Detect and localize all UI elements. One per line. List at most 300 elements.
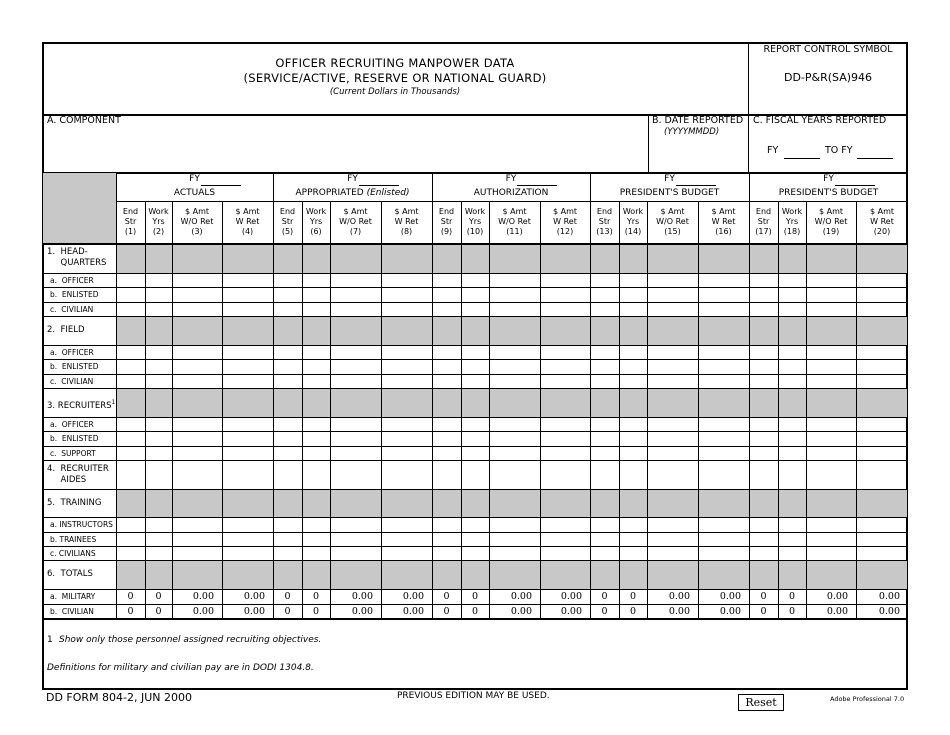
table-cell[interactable] bbox=[806, 546, 856, 560]
table-cell[interactable] bbox=[461, 302, 489, 316]
table-cell[interactable] bbox=[806, 446, 856, 460]
table-cell[interactable] bbox=[172, 517, 222, 532]
date-reported-field[interactable] bbox=[652, 140, 744, 168]
table-cell[interactable] bbox=[461, 374, 489, 388]
table-cell[interactable] bbox=[778, 287, 806, 302]
table-cell[interactable] bbox=[172, 345, 222, 359]
table-cell[interactable] bbox=[619, 546, 647, 560]
table-cell[interactable] bbox=[619, 302, 647, 316]
table-cell[interactable] bbox=[222, 431, 273, 446]
table-cell[interactable] bbox=[647, 374, 698, 388]
table-cell[interactable] bbox=[302, 374, 330, 388]
group-fy-field[interactable] bbox=[676, 185, 716, 186]
table-cell[interactable] bbox=[273, 273, 302, 287]
table-cell[interactable] bbox=[856, 417, 908, 431]
table-cell[interactable] bbox=[116, 345, 145, 359]
table-cell[interactable] bbox=[698, 431, 749, 446]
table-cell[interactable] bbox=[540, 287, 590, 302]
table-cell[interactable] bbox=[172, 417, 222, 431]
table-cell[interactable] bbox=[540, 460, 590, 489]
table-cell[interactable] bbox=[489, 374, 540, 388]
table-cell[interactable] bbox=[145, 345, 172, 359]
table-cell[interactable] bbox=[540, 345, 590, 359]
table-cell[interactable] bbox=[273, 374, 302, 388]
table-cell[interactable] bbox=[590, 460, 619, 489]
table-cell[interactable] bbox=[302, 431, 330, 446]
table-cell[interactable] bbox=[330, 302, 381, 316]
table-cell[interactable] bbox=[749, 431, 778, 446]
table-cell[interactable] bbox=[145, 302, 172, 316]
table-cell[interactable] bbox=[330, 546, 381, 560]
table-cell[interactable] bbox=[856, 302, 908, 316]
component-field[interactable] bbox=[48, 130, 644, 168]
table-cell[interactable] bbox=[749, 517, 778, 532]
table-cell[interactable] bbox=[856, 546, 908, 560]
cell-value: 0.00 bbox=[560, 591, 582, 602]
table-cell[interactable] bbox=[116, 446, 145, 460]
table-cell[interactable] bbox=[540, 273, 590, 287]
table-cell[interactable] bbox=[145, 431, 172, 446]
column-header: $ Amt W/O Ret (7) bbox=[339, 207, 372, 236]
table-cell[interactable] bbox=[116, 273, 145, 287]
table-cell[interactable] bbox=[273, 359, 302, 374]
table-cell[interactable] bbox=[489, 532, 540, 546]
row-label bbox=[50, 304, 93, 315]
table-cell[interactable] bbox=[381, 417, 432, 431]
table-cell[interactable] bbox=[540, 517, 590, 532]
table-cell[interactable] bbox=[540, 431, 590, 446]
table-cell[interactable] bbox=[381, 532, 432, 546]
table-cell[interactable] bbox=[302, 302, 330, 316]
table-cell[interactable] bbox=[145, 359, 172, 374]
table-cell[interactable] bbox=[273, 446, 302, 460]
table-cell[interactable] bbox=[145, 460, 172, 489]
table-cell[interactable] bbox=[116, 532, 145, 546]
table-cell[interactable] bbox=[590, 273, 619, 287]
table-cell[interactable] bbox=[590, 302, 619, 316]
group-fy-label: FY bbox=[347, 174, 358, 184]
table-cell[interactable] bbox=[806, 417, 856, 431]
table-cell[interactable] bbox=[273, 302, 302, 316]
table-cell[interactable] bbox=[647, 273, 698, 287]
table-cell[interactable] bbox=[778, 446, 806, 460]
table-cell[interactable] bbox=[806, 359, 856, 374]
row-label bbox=[50, 519, 113, 530]
table-cell[interactable] bbox=[749, 287, 778, 302]
group-fy-field[interactable] bbox=[835, 185, 875, 186]
table-cell[interactable] bbox=[619, 431, 647, 446]
column-header: End Str (17) bbox=[755, 207, 772, 236]
cell-value: 0.00 bbox=[402, 591, 424, 602]
table-cell[interactable] bbox=[461, 417, 489, 431]
table-cell[interactable] bbox=[619, 417, 647, 431]
table-cell[interactable] bbox=[489, 417, 540, 431]
table-cell[interactable] bbox=[647, 532, 698, 546]
cell-value: 0.00 bbox=[668, 606, 690, 617]
table-cell[interactable] bbox=[778, 345, 806, 359]
table-cell[interactable] bbox=[302, 417, 330, 431]
fy-from-field[interactable] bbox=[784, 158, 820, 159]
table-cell[interactable] bbox=[590, 374, 619, 388]
table-cell[interactable] bbox=[116, 374, 145, 388]
table-cell[interactable] bbox=[489, 431, 540, 446]
table-cell[interactable] bbox=[489, 359, 540, 374]
cell-value: 0 bbox=[601, 606, 608, 617]
table-cell[interactable] bbox=[647, 417, 698, 431]
table-cell[interactable] bbox=[172, 287, 222, 302]
cell-value: 0.00 bbox=[510, 606, 532, 617]
table-cell[interactable] bbox=[461, 273, 489, 287]
table-cell[interactable] bbox=[273, 532, 302, 546]
row-label bbox=[47, 325, 85, 336]
group-name-text: APPROPRIATED bbox=[295, 188, 367, 198]
column-header: $ Amt W/O Ret (11) bbox=[498, 207, 531, 236]
table-cell[interactable] bbox=[856, 431, 908, 446]
table-cell[interactable] bbox=[806, 517, 856, 532]
table-cell[interactable] bbox=[302, 287, 330, 302]
table-cell[interactable] bbox=[116, 359, 145, 374]
table-cell[interactable] bbox=[381, 287, 432, 302]
table-cell[interactable] bbox=[698, 517, 749, 532]
table-cell[interactable] bbox=[461, 460, 489, 489]
table-cell[interactable] bbox=[302, 517, 330, 532]
table-cell[interactable] bbox=[222, 273, 273, 287]
table-cell[interactable] bbox=[381, 460, 432, 489]
table-cell[interactable] bbox=[273, 431, 302, 446]
table-cell[interactable] bbox=[806, 273, 856, 287]
table-cell[interactable] bbox=[778, 546, 806, 560]
table-cell[interactable] bbox=[778, 460, 806, 489]
table-cell[interactable] bbox=[222, 517, 273, 532]
table-cell[interactable] bbox=[432, 431, 461, 446]
table-cell[interactable] bbox=[590, 345, 619, 359]
table-cell[interactable] bbox=[749, 374, 778, 388]
row-label-text: b. TRAINEES bbox=[50, 534, 97, 544]
column-header: Work Yrs (18) bbox=[781, 207, 803, 236]
table-cell[interactable] bbox=[302, 359, 330, 374]
table-cell[interactable] bbox=[381, 517, 432, 532]
table-cell[interactable] bbox=[461, 532, 489, 546]
table-cell[interactable] bbox=[778, 417, 806, 431]
table-cell[interactable] bbox=[145, 546, 172, 560]
table-cell[interactable] bbox=[432, 359, 461, 374]
table-cell[interactable] bbox=[145, 446, 172, 460]
table-cell[interactable] bbox=[489, 460, 540, 489]
table-cell[interactable] bbox=[432, 417, 461, 431]
row-label-text: b. ENLISTED bbox=[50, 290, 99, 299]
group-name bbox=[590, 188, 749, 198]
table-cell[interactable] bbox=[647, 460, 698, 489]
table-cell[interactable] bbox=[590, 359, 619, 374]
table-cell[interactable] bbox=[749, 345, 778, 359]
table-cell[interactable] bbox=[432, 273, 461, 287]
table-cell[interactable] bbox=[647, 287, 698, 302]
table-cell[interactable] bbox=[432, 446, 461, 460]
table-cell[interactable] bbox=[381, 302, 432, 316]
table-cell[interactable] bbox=[590, 431, 619, 446]
table-cell[interactable] bbox=[590, 287, 619, 302]
table-cell[interactable] bbox=[222, 446, 273, 460]
table-cell[interactable] bbox=[856, 287, 908, 302]
table-cell[interactable] bbox=[302, 446, 330, 460]
table-cell[interactable] bbox=[698, 359, 749, 374]
table-cell[interactable] bbox=[432, 287, 461, 302]
row-label bbox=[50, 433, 99, 444]
table-cell[interactable] bbox=[806, 460, 856, 489]
table-cell[interactable] bbox=[489, 517, 540, 532]
table-cell[interactable] bbox=[489, 546, 540, 560]
group-fy-field[interactable] bbox=[201, 185, 241, 186]
table-cell[interactable] bbox=[489, 345, 540, 359]
table-cell[interactable] bbox=[222, 345, 273, 359]
table-cell[interactable] bbox=[619, 374, 647, 388]
table-cell[interactable] bbox=[273, 517, 302, 532]
group-fy-field[interactable] bbox=[359, 185, 399, 186]
table-cell[interactable] bbox=[222, 532, 273, 546]
table-cell[interactable] bbox=[749, 532, 778, 546]
table-cell[interactable] bbox=[381, 431, 432, 446]
table-cell[interactable] bbox=[619, 273, 647, 287]
table-cell[interactable] bbox=[647, 431, 698, 446]
table-cell[interactable] bbox=[330, 517, 381, 532]
table-cell[interactable] bbox=[222, 302, 273, 316]
table-cell[interactable] bbox=[381, 374, 432, 388]
table-cell[interactable] bbox=[172, 446, 222, 460]
table-cell[interactable] bbox=[273, 460, 302, 489]
table-cell[interactable] bbox=[330, 359, 381, 374]
table-cell[interactable] bbox=[749, 446, 778, 460]
table-cell[interactable] bbox=[540, 374, 590, 388]
table-cell[interactable] bbox=[302, 546, 330, 560]
fy-to-field[interactable] bbox=[857, 158, 893, 159]
table-cell[interactable] bbox=[856, 460, 908, 489]
group-fy-label: FY bbox=[664, 174, 675, 184]
table-cell[interactable] bbox=[540, 546, 590, 560]
table-cell[interactable] bbox=[619, 517, 647, 532]
table-cell[interactable] bbox=[302, 345, 330, 359]
table-cell[interactable] bbox=[330, 287, 381, 302]
table-cell[interactable] bbox=[381, 446, 432, 460]
table-cell[interactable] bbox=[619, 532, 647, 546]
table-cell[interactable] bbox=[330, 417, 381, 431]
table-cell[interactable] bbox=[806, 302, 856, 316]
table-cell[interactable] bbox=[856, 345, 908, 359]
table-cell[interactable] bbox=[381, 546, 432, 560]
table-cell[interactable] bbox=[330, 532, 381, 546]
table-cell[interactable] bbox=[749, 460, 778, 489]
table-cell[interactable] bbox=[145, 374, 172, 388]
table-cell[interactable] bbox=[432, 517, 461, 532]
table-cell[interactable] bbox=[461, 287, 489, 302]
table-cell[interactable] bbox=[590, 517, 619, 532]
row-label bbox=[50, 289, 99, 300]
table-cell[interactable] bbox=[222, 359, 273, 374]
table-cell[interactable] bbox=[116, 460, 145, 489]
table-cell[interactable] bbox=[172, 532, 222, 546]
table-cell[interactable] bbox=[381, 345, 432, 359]
reset-button[interactable]: Reset bbox=[738, 694, 784, 711]
table-cell[interactable] bbox=[778, 359, 806, 374]
table-cell[interactable] bbox=[330, 345, 381, 359]
table-cell[interactable] bbox=[145, 273, 172, 287]
table-cell[interactable] bbox=[698, 302, 749, 316]
table-cell[interactable] bbox=[806, 532, 856, 546]
table-cell[interactable] bbox=[172, 374, 222, 388]
table-cell[interactable] bbox=[778, 532, 806, 546]
table-cell[interactable] bbox=[432, 302, 461, 316]
form-id: DD FORM 804-2, JUN 2000 bbox=[46, 691, 193, 704]
table-cell[interactable] bbox=[145, 287, 172, 302]
table-cell[interactable] bbox=[856, 374, 908, 388]
table-cell[interactable] bbox=[432, 374, 461, 388]
table-cell[interactable] bbox=[172, 302, 222, 316]
table-cell[interactable] bbox=[302, 273, 330, 287]
table-cell[interactable] bbox=[222, 417, 273, 431]
table-cell[interactable] bbox=[145, 532, 172, 546]
table-cell[interactable] bbox=[330, 446, 381, 460]
table-cell[interactable] bbox=[116, 287, 145, 302]
table-cell[interactable] bbox=[172, 460, 222, 489]
table-cell[interactable] bbox=[540, 446, 590, 460]
table-cell[interactable] bbox=[172, 359, 222, 374]
table-cell[interactable] bbox=[619, 460, 647, 489]
table-cell[interactable] bbox=[540, 302, 590, 316]
table-cell[interactable] bbox=[116, 302, 145, 316]
row-label-text: c. CIVILIANS bbox=[50, 548, 96, 558]
table-cell[interactable] bbox=[778, 517, 806, 532]
table-cell[interactable] bbox=[222, 546, 273, 560]
table-cell[interactable] bbox=[273, 417, 302, 431]
column-header: End Str (5) bbox=[279, 207, 296, 236]
table-cell[interactable] bbox=[856, 359, 908, 374]
table-cell[interactable] bbox=[330, 431, 381, 446]
table-cell[interactable] bbox=[489, 302, 540, 316]
table-cell[interactable] bbox=[145, 417, 172, 431]
table-cell[interactable] bbox=[273, 546, 302, 560]
table-cell[interactable] bbox=[806, 345, 856, 359]
table-cell[interactable] bbox=[540, 417, 590, 431]
table-cell[interactable] bbox=[432, 532, 461, 546]
table-cell[interactable] bbox=[647, 302, 698, 316]
table-cell[interactable] bbox=[698, 417, 749, 431]
cell-value: 0 bbox=[443, 591, 450, 602]
table-cell[interactable] bbox=[222, 374, 273, 388]
table-cell[interactable] bbox=[273, 287, 302, 302]
table-cell[interactable] bbox=[698, 532, 749, 546]
table-cell[interactable] bbox=[806, 287, 856, 302]
table-cell[interactable] bbox=[698, 374, 749, 388]
cell-value: 0 bbox=[443, 606, 450, 617]
table-cell[interactable] bbox=[330, 374, 381, 388]
table-cell[interactable] bbox=[330, 460, 381, 489]
table-cell[interactable] bbox=[432, 345, 461, 359]
table-cell[interactable] bbox=[540, 532, 590, 546]
table-cell[interactable] bbox=[647, 345, 698, 359]
group-fy-field[interactable] bbox=[517, 185, 557, 186]
table-cell[interactable] bbox=[432, 460, 461, 489]
cell-value: 0.00 bbox=[510, 591, 532, 602]
table-cell[interactable] bbox=[856, 532, 908, 546]
table-cell[interactable] bbox=[778, 273, 806, 287]
table-cell[interactable] bbox=[647, 546, 698, 560]
table-cell[interactable] bbox=[698, 345, 749, 359]
table-cell[interactable] bbox=[590, 532, 619, 546]
table-cell[interactable] bbox=[172, 431, 222, 446]
table-cell[interactable] bbox=[647, 517, 698, 532]
table-cell[interactable] bbox=[222, 287, 273, 302]
table-cell[interactable] bbox=[647, 446, 698, 460]
table-cell[interactable] bbox=[222, 460, 273, 489]
table-cell[interactable] bbox=[749, 417, 778, 431]
table-cell[interactable] bbox=[698, 546, 749, 560]
row-label-text: a. OFFICER bbox=[50, 347, 94, 357]
table-cell[interactable] bbox=[806, 374, 856, 388]
table-cell[interactable] bbox=[461, 517, 489, 532]
table-cell[interactable] bbox=[145, 517, 172, 532]
table-cell[interactable] bbox=[856, 517, 908, 532]
fy-to-label: TO FY bbox=[825, 145, 853, 156]
table-cell[interactable] bbox=[172, 273, 222, 287]
table-cell[interactable] bbox=[619, 345, 647, 359]
table-cell[interactable] bbox=[432, 546, 461, 560]
table-cell[interactable] bbox=[116, 417, 145, 431]
table-cell[interactable] bbox=[749, 359, 778, 374]
table-cell[interactable] bbox=[698, 287, 749, 302]
table-cell[interactable] bbox=[806, 431, 856, 446]
table-cell[interactable] bbox=[856, 273, 908, 287]
table-cell[interactable] bbox=[749, 302, 778, 316]
table-cell[interactable] bbox=[302, 532, 330, 546]
table-cell[interactable] bbox=[330, 273, 381, 287]
table-cell[interactable] bbox=[856, 446, 908, 460]
table-cell[interactable] bbox=[461, 359, 489, 374]
table-cell[interactable] bbox=[778, 302, 806, 316]
table-cell[interactable] bbox=[778, 374, 806, 388]
table-cell[interactable] bbox=[698, 446, 749, 460]
table-cell[interactable] bbox=[749, 546, 778, 560]
cell-value: 0.00 bbox=[243, 606, 265, 617]
table-cell[interactable] bbox=[489, 273, 540, 287]
table-cell[interactable] bbox=[489, 446, 540, 460]
row-label-text: b. CIVILIAN bbox=[50, 606, 94, 616]
table-cell[interactable] bbox=[778, 431, 806, 446]
table-cell[interactable] bbox=[381, 359, 432, 374]
table-cell[interactable] bbox=[698, 460, 749, 489]
table-cell[interactable] bbox=[172, 546, 222, 560]
table-cell[interactable] bbox=[590, 417, 619, 431]
table-cell[interactable] bbox=[590, 546, 619, 560]
table-cell[interactable] bbox=[619, 359, 647, 374]
table-cell[interactable] bbox=[461, 431, 489, 446]
table-cell[interactable] bbox=[273, 345, 302, 359]
table-cell[interactable] bbox=[619, 446, 647, 460]
table-cell[interactable] bbox=[461, 345, 489, 359]
table-cell[interactable] bbox=[698, 273, 749, 287]
table-cell[interactable] bbox=[302, 460, 330, 489]
table-cell[interactable] bbox=[540, 359, 590, 374]
table-cell[interactable] bbox=[116, 546, 145, 560]
table-cell[interactable] bbox=[461, 446, 489, 460]
table-cell[interactable] bbox=[381, 273, 432, 287]
table-cell[interactable] bbox=[749, 273, 778, 287]
table-cell[interactable] bbox=[590, 446, 619, 460]
table-cell[interactable] bbox=[116, 431, 145, 446]
table-cell[interactable] bbox=[489, 287, 540, 302]
table-cell[interactable] bbox=[647, 359, 698, 374]
table-cell[interactable] bbox=[116, 517, 145, 532]
table-cell[interactable] bbox=[461, 546, 489, 560]
table-cell[interactable] bbox=[619, 287, 647, 302]
